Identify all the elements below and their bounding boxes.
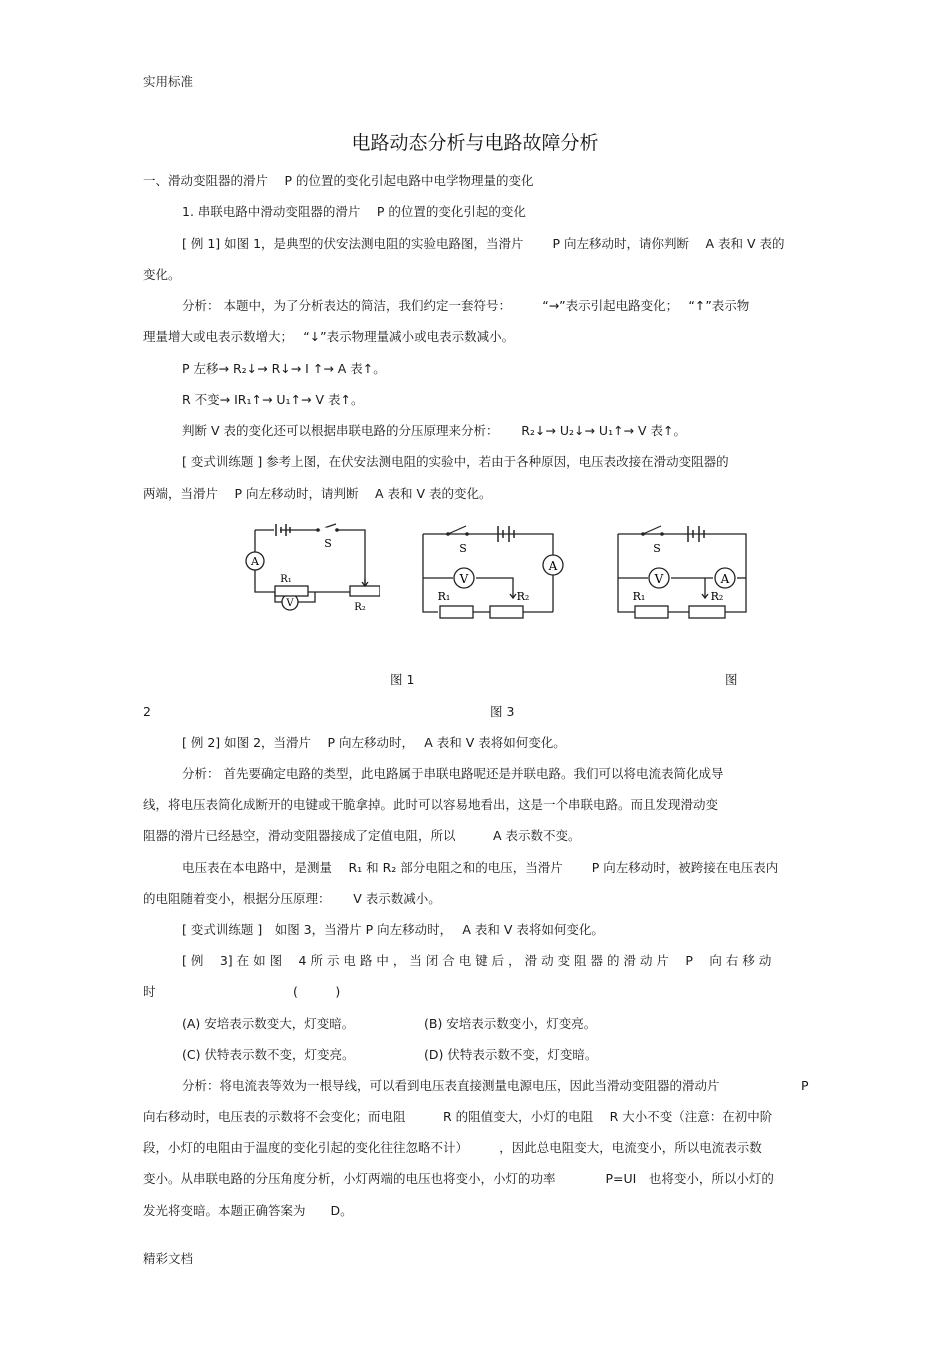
analysis-1-line-1: 分析： 本题中，为了分析表达的简洁，我们约定一套符号： “→”表示引起电路变化； “↑”表示物 (182, 298, 750, 313)
circuit-figure-3 (613, 520, 753, 620)
switch-label: S (324, 537, 332, 550)
equation-1: P 左移→ R₂↓→ R↓→ I ↑→ A 表↑。 (182, 361, 386, 376)
figure-2-caption-part: 图 (725, 672, 738, 687)
svg-text:V: V (654, 572, 664, 586)
option-a: (A) 安培表示数变大，灯变暗。 (182, 1016, 355, 1031)
svg-text:R₂: R₂ (710, 590, 724, 603)
variant-1-line-2: 两端，当滑片 P 向左移动时，请判断 A 表和 V 表的变化。 (143, 486, 492, 501)
analysis-1-line-2: 理量增大或电表示数增大； “↓”表示物理量减小或电表示数减小。 (143, 329, 515, 344)
svg-text:S: S (459, 542, 467, 555)
page-title: 电路动态分析与电路故障分析 (351, 132, 599, 154)
example-3-line-2: 时 ( ) (143, 984, 341, 999)
figure-3-caption: 图 3 (490, 704, 515, 719)
figure-1-caption: 图 1 (390, 672, 415, 687)
r2-label: R₂ (354, 602, 366, 613)
analysis-2-line-5: 的电阻随着变小，根据分压原理： V 表示数减小。 (143, 891, 441, 906)
option-c: (C) 伏特表示数不变，灯变亮。 (182, 1047, 355, 1062)
svg-text:R₁: R₁ (437, 590, 451, 603)
variant-1-line-1: [ 变式训练题 ] 参考上图，在伏安法测电阻的实验中，若由于各种原因，电压表改接在滑动变阻器的 (182, 454, 729, 469)
analysis-3-line-4: 变小。从串联电路的分压角度分析，小灯两端的电压也将变小，小灯的功率 P=UI 也将变小，所以小灯的 (143, 1171, 774, 1186)
section-heading: 一、滑动变阻器的滑片 P 的位置的变化引起电路中电学物理量的变化 (143, 173, 534, 188)
page-footer: 精彩文档 (143, 1251, 194, 1266)
analysis-2-line-3: 阻器的滑片已经悬空，滑动变阻器接成了定值电阻，所以 A 表示数不变。 (143, 828, 581, 843)
r1-label: R₁ (280, 574, 292, 585)
example-3-line-1: [ 例 3] 在 如 图 4 所 示 电 路 中 ， 当 闭 合 电 键 后 ， 滑 动 变 阻 器 的 滑 动 片 P 向 右 移 动 (182, 953, 772, 968)
equation-3: 判断 V 表的变化还可以根据串联电路的分压原理来分析： R₂↓→ U₂↓→ U₁↑→ V 表↑。 (182, 423, 686, 438)
analysis-2-line-2: 线，将电压表简化成断开的电键或干脆拿掉。此时可以容易地看出，这是一个串联电路。而且发现滑动变 (143, 797, 719, 812)
voltmeter-label: V (286, 598, 294, 609)
svg-text:A: A (720, 572, 730, 586)
svg-text:V: V (459, 572, 469, 586)
svg-text:R₁: R₁ (632, 590, 646, 603)
svg-text:R₂: R₂ (516, 590, 530, 603)
option-b: (B) 安培表示数变小，灯变亮。 (424, 1016, 597, 1031)
variant-2: [ 变式训练题 ] 如图 3，当滑片 P 向左移动时， A 表和 V 表将如何变化。 (182, 922, 604, 937)
analysis-2-line-4: 电压表在本电路中，是测量 R₁ 和 R₂ 部分电阻之和的电压，当滑片 P 向左移动时，被跨接在电压表内 (182, 860, 779, 875)
analysis-3-line-1: 分析：将电流表等效为一根导线，可以看到电压表直接测量电源电压，因此当滑动变阻器的滑动片 (182, 1078, 720, 1093)
option-d: (D) 伏特表示数不变，灯变暗。 (424, 1047, 598, 1062)
svg-text:A: A (548, 559, 558, 573)
analysis-3-line-5: 发光将变暗。本题正确答案为 D。 (143, 1203, 353, 1218)
example-1-line-1: [ 例 1] 如图 1，是典型的伏安法测电阻的实验电路图，当滑片 P 向左移动时，请你判断 A 表和 V 表的 (182, 236, 785, 251)
circuit-figure-2 (418, 520, 573, 620)
subsection-heading: 1. 串联电路中滑动变阻器的滑片 P 的位置的变化引起的变化 (182, 204, 526, 219)
figure-2-caption-number: 2 (143, 704, 151, 719)
ammeter-label: A (251, 555, 259, 568)
equation-2: R 不变→ IR₁↑→ U₁↑→ V 表↑。 (182, 392, 364, 407)
page-header: 实用标准 (143, 74, 194, 89)
example-2: [ 例 2] 如图 2，当滑片 P 向左移动时， A 表和 V 表将如何变化。 (182, 735, 566, 750)
example-1-line-2: 变化。 (143, 267, 181, 282)
analysis-3-line-1-end: P (801, 1078, 809, 1093)
analysis-3-line-3: 段，小灯的电阻由于温度的变化引起的变化往往忽略不计） ，因此总电阻变大，电流变小，所以电流表示数 (143, 1140, 762, 1155)
svg-text:S: S (653, 542, 661, 555)
circuit-figure-1 (240, 522, 380, 617)
analysis-2-line-1: 分析： 首先要确定电路的类型，此电路属于串联电路呢还是并联电路。我们可以将电流表简化成导 (182, 766, 724, 781)
analysis-3-line-2: 向右移动时，电压表的示数将不会变化；而电阻 R 的阻值变大，小灯的电阻 R 大小不变（注意：在初中阶 (143, 1109, 773, 1124)
